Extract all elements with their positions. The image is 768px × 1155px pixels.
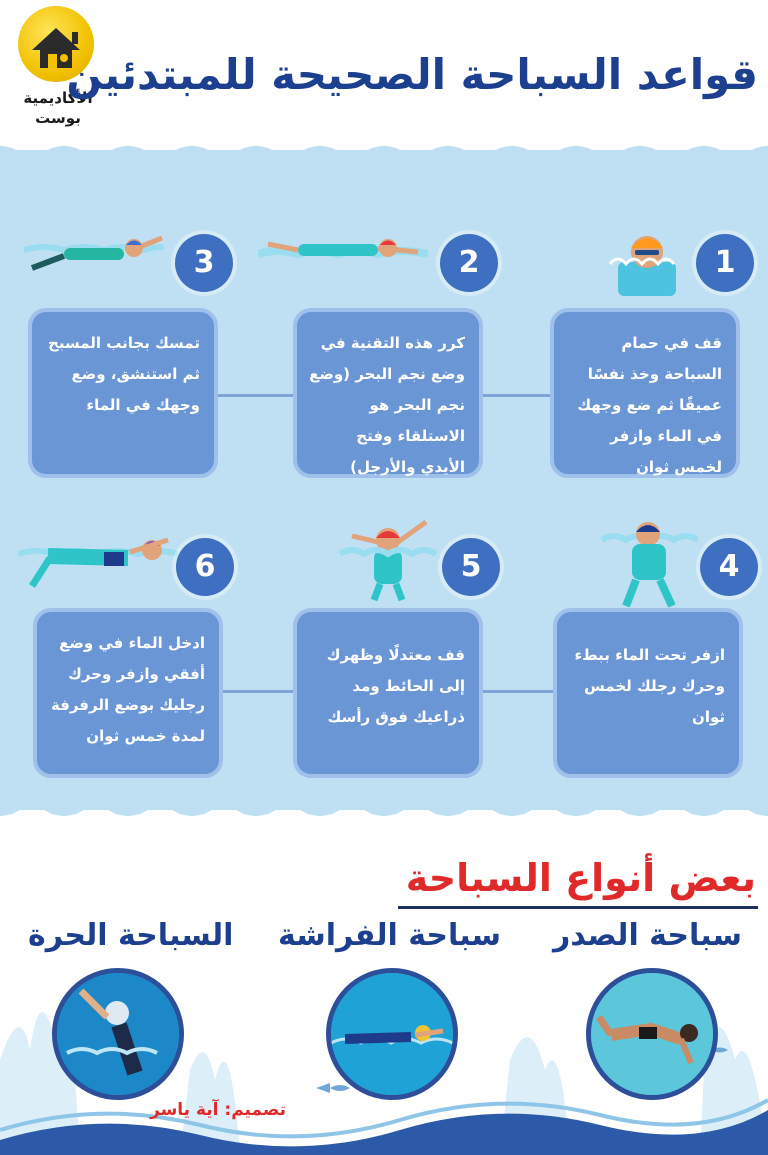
scallop-bottom-decor (0, 780, 768, 840)
step-number-badge: 6 (176, 538, 234, 596)
scallop-top-decor (0, 122, 768, 182)
butterfly-image (326, 968, 458, 1100)
step-box: ازفر تحت الماء ببطء وحرك رجلك لخمس ثوان (553, 608, 743, 778)
swimmer-face-in-water-illustration (600, 212, 690, 302)
step-box: ادخل الماء في وضع أفقي وازفر وحرك رجليك بوضع الرفرفة لمدة خمس ثوان (33, 608, 223, 778)
step-number-badge: 1 (696, 234, 754, 292)
swimmer-holding-side-illustration (24, 228, 164, 278)
step-number-badge: 4 (700, 538, 758, 596)
freestyle-swimmer-icon (57, 973, 179, 1095)
step-box: تمسك بجانب المسبح ثم استنشق، وضع وجهك في الماء (28, 308, 218, 478)
swimmer-starfish-illustration (258, 226, 428, 272)
step-number-badge: 5 (442, 538, 500, 596)
page-title: قواعد السباحة الصحيحة للمبتدئين (66, 50, 758, 99)
freestyle-image (52, 968, 184, 1100)
swimmer-arms-up-illustration (338, 512, 438, 602)
logo-label-line2: بوست (35, 109, 81, 127)
step-box: قف معتدلًا وظهرك إلى الحائط ومد ذراعيك فوق رأسك (293, 608, 483, 778)
step-box: قف في حمام السباحة وخذ نفسًا عميقًا ثم ضع وجهك في الماء وازفر لخمس ثوان (550, 308, 740, 478)
breaststroke-image (586, 968, 718, 1100)
logo-label-line1: الأكاديمية (23, 89, 93, 107)
title-underline (398, 906, 758, 909)
breaststroke-swimmer-icon (591, 973, 713, 1095)
step-box: كرر هذه التقنية في وضع نجم البحر (وضع نجم البحر هو الاستلقاء وفتح الأيدي والأرجل) (293, 308, 483, 478)
designer-credit: تصميم: آية ياسر (150, 1100, 287, 1120)
swimmer-exhaling-illustration (598, 510, 698, 610)
swim-type-label: سباحة الصدر (553, 918, 742, 953)
swim-type-label: السباحة الحرة (28, 918, 234, 953)
swimmer-horizontal-kick-illustration (18, 528, 178, 598)
step-number-badge: 2 (440, 234, 498, 292)
butterfly-swimmer-icon (331, 973, 453, 1095)
swimming-types-title: بعض أنواع السباحة (405, 856, 756, 900)
step-number-badge: 3 (175, 234, 233, 292)
swim-type-label: سباحة الفراشة (278, 918, 502, 953)
